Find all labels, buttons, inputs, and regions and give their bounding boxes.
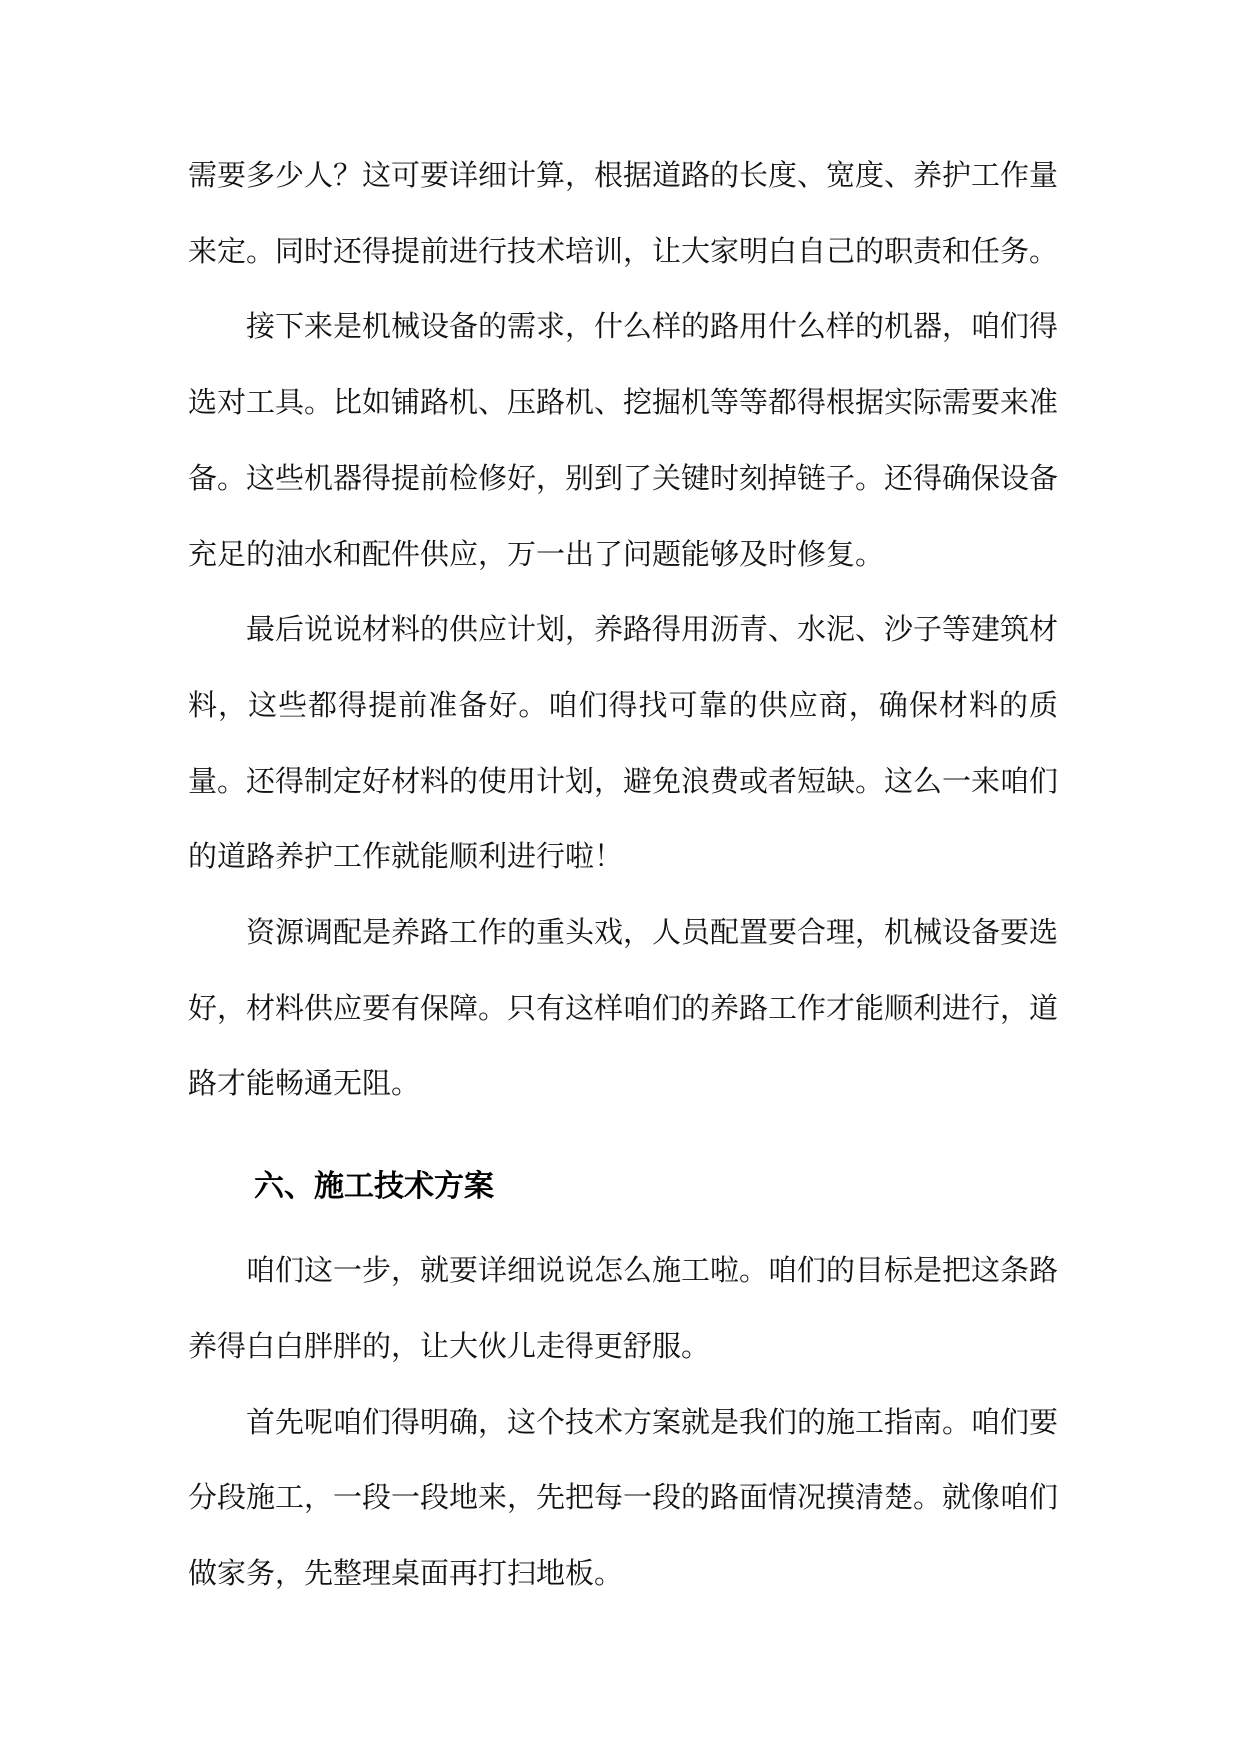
section-heading: 六、施工技术方案 bbox=[254, 1169, 494, 1205]
document-body bbox=[188, 138, 1058, 1612]
paragraph-materials: 最后说说材料的供应计划，养路得用沥青、水泥、沙子等建筑材料，这些都得提前准备好。咱们得找可靠的供应商，确保材料的质量。还得制定好材料的使用计划，避免浪费或者短缺。这么一来咱们的道路养护工作就能顺利进行啦！ bbox=[188, 612, 1059, 874]
paragraph-resource-summary: 资源调配是养路工作的重头戏，人员配置要合理，机械设备要选好，材料供应要有保障。只有这样咱们的养路工作才能顺利进行，道路才能畅通无阻。 bbox=[188, 915, 1059, 1101]
paragraph-machinery: 接下来是机械设备的需求，什么样的路用什么样的机器，咱们得选对工具。比如铺路机、压路机、挖掘机等等都得根据实际需要来准备。这些机器得提前检修好，别到了关键时刻掉链子。还得确保设备充足的油水和配件供应，万一出了问题能够及时修复。 bbox=[188, 309, 1059, 571]
paragraph-construction-guide: 首先呢咱们得明确，这个技术方案就是我们的施工指南。咱们要分段施工，一段一段地来，先把每一段的路面情况摸清楚。就像咱们做家务，先整理桌面再打扫地板。 bbox=[188, 1404, 1059, 1590]
paragraph-staffing: 需要多少人？这可要详细计算，根据道路的长度、宽度、养护工作量来定。同时还得提前进行技术培训，让大家明白自己的职责和任务。 bbox=[188, 158, 1059, 268]
paragraph-construction-intro: 咱们这一步，就要详细说说怎么施工啦。咱们的目标是把这条路养得白白胖胖的，让大伙儿走得更舒服。 bbox=[188, 1253, 1059, 1363]
